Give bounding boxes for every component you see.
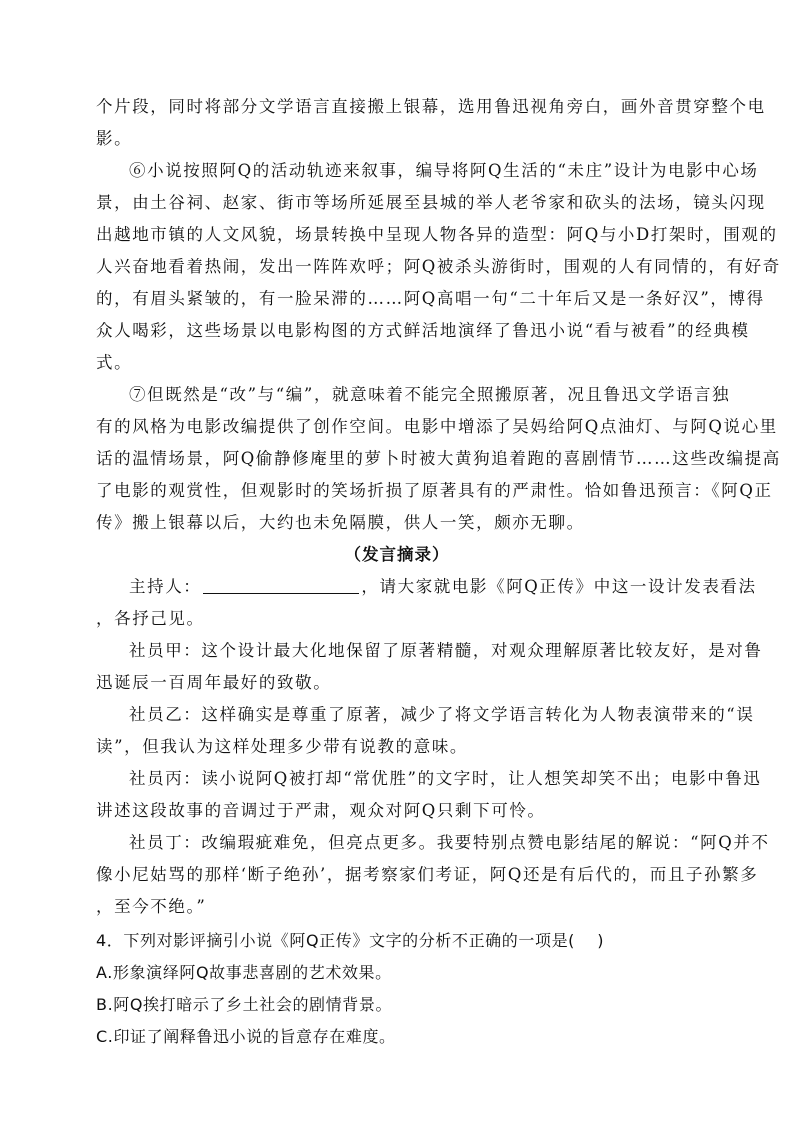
passage-line: 有的风格为电影改编提供了创作空间。电影中增添了吴妈给阿Q点油灯、与阿Q说心里 [96,417,778,436]
passage-line: 景，由土谷祠、赵家、街市等场所延展至县城的举人老爷家和砍头的法场，镜头闪现 [96,193,766,212]
speaker-d-line: ，至今不绝。” [96,897,207,916]
passage-line: 出越地市镇的人文风貌，场景转换中呈现人物各异的造型：阿Q与小D打架时，围观的 [96,225,778,244]
passage-line: 个片段，同时将部分文学语言直接搬上银幕，选用鲁迅视角旁白，画外音贯穿整个电 [96,97,766,116]
speaker-b-line: 社员乙：这样确实是尊重了原著，减少了将文学语言转化为人物表演带来的“误 [129,705,755,724]
passage-line: 众人喝彩，这些场景以电影构图的方式鲜活地演绎了鲁迅小说“看与被看”的经典模 [96,321,750,340]
passage-line: 了电影的观赏性，但观影时的笑场折损了原著具有的严肃性。恰如鲁迅预言：《阿Q正 [96,481,773,500]
speaker-d-line: 像小尼姑骂的那样‘断子绝孙’，据考察家们考证，阿Q还是有后代的，而且子孙繁多 [96,865,759,884]
speaker-b-line: 读”，但我认为这样处理多少带有说教的意味。 [96,737,469,756]
passage-line: 话的温情场景，阿Q偷静修庵里的萝卜时被大黄狗追着跑的喜剧情节……这些改编提高 [96,449,781,468]
passage-line: 传》搬上银幕以后，大约也未免隔膜，供人一笑，颇亦无聊。 [96,513,585,532]
passage-line: 人兴奋地看着热闹，发出一阵阵欢呼；阿Q被杀头游街时，围观的人有同情的，有好奇 [96,257,781,276]
speaker-a-line: 社员甲：这个设计最大化地保留了原著精髓，对观众理解原著比较友好，是对鲁 [129,641,763,660]
passage-line: 式。 [96,353,133,372]
host-line [129,576,757,598]
speaker-d-line: 社员丁：改编瑕疵难免，但亮点更多。我要特别点赞电影结尾的解说：“阿Q并不 [129,833,770,852]
fill-in-blank[interactable] [203,577,359,594]
option-b[interactable]: B.阿Q挨打暗示了乡土社会的剧情背景。 [96,995,393,1014]
passage-line: 的，有眉头紧皱的，有一脸呆滞的……阿Q高唱一句“二十年后又是一条好汉”，博得 [96,289,765,308]
passage-line: 影。 [96,129,133,148]
speaker-c-line: 讲述这段故事的音调过于严肃，观众对阿Q只剩下可怜。 [96,801,546,820]
excerpt-heading: （发言摘录） [344,545,450,564]
option-a[interactable]: A.形象演绎阿Q故事悲喜剧的艺术效果。 [96,963,392,982]
host-prefix: 主持人： [129,577,202,596]
host-line-continued: ，各抒己见。 [96,609,205,628]
passage-paragraph-7: ⑦但既然是“改”与“编”，就意味着不能完全照搬原著，况且鲁迅文学语言独 [129,385,731,404]
passage-paragraph-6: ⑥小说按照阿Q的活动轨迹来叙事，编导将阿Q生活的“未庄”设计为电影中心场 [129,161,759,180]
speaker-c-line: 社员丙：读小说阿Q被打却“常优胜”的文字时，让人想笑却笑不出；电影中鲁迅 [129,769,762,788]
speaker-a-line: 迅诞辰一百周年最好的致敬。 [96,673,332,692]
host-suffix: ，请大家就电影《阿Q正传》中这一设计发表看法 [361,577,757,596]
option-c[interactable]: C.印证了阐释鲁迅小说的旨意存在难度。 [96,1027,396,1046]
question-stem: 4．下列对影评摘引小说《阿Q正传》文字的分析不正确的一项是( ) [96,931,605,950]
